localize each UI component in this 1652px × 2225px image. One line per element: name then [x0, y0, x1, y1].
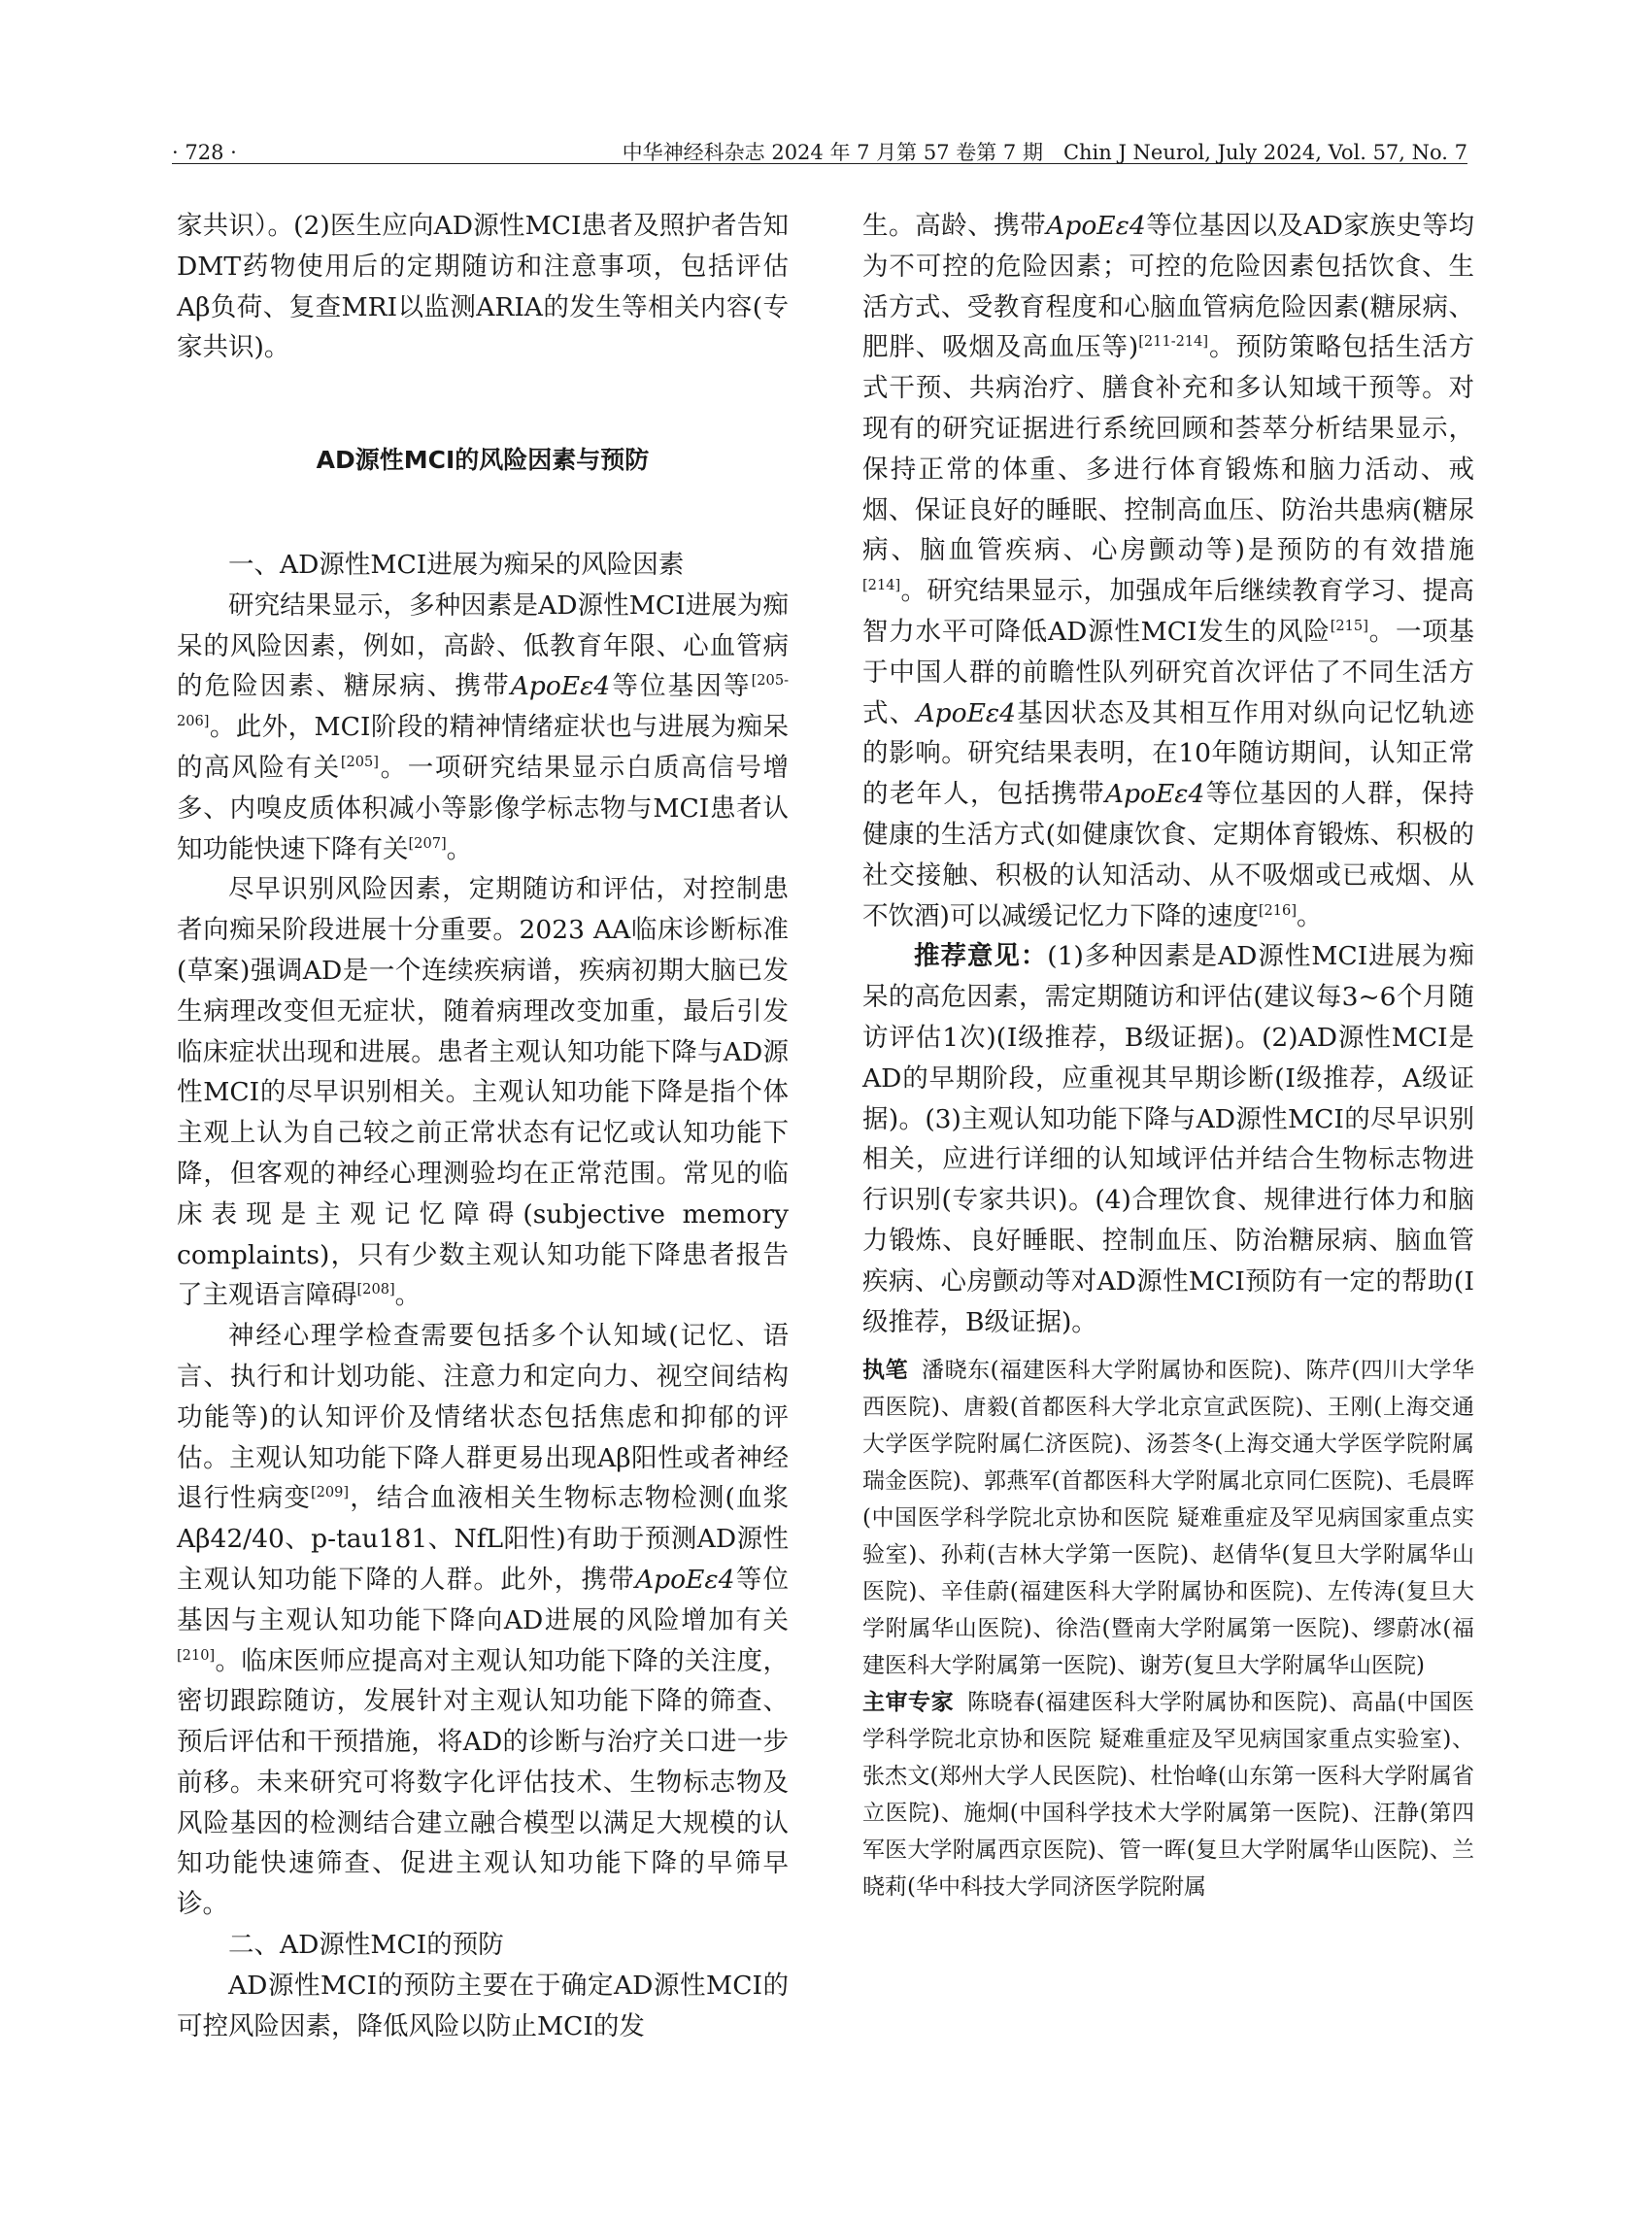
right-column — [862, 206, 1474, 1905]
citation-ref[interactable]: [205] — [340, 754, 379, 771]
reviewers-block: 主审专家 陈晓春(福建医科大学附属协和医院)、高晶(中国医学科学院北京协和医院 疑难重症及罕见病国家重点实验室)、张杰文(郑州大学人民医院)、杜怡峰(山东第一医科大学附属省立医院)、施炯(中国科学技术大学附属第一医院)、汪静(第四军医大学附属西京医院)、管一晖(复旦大学附属华山医院)、兰晓莉(华中科技大学同济医学院附属 — [862, 1690, 1475, 1901]
citation-ref[interactable]: [207] — [408, 834, 447, 852]
section-title: AD源性MCI的风险因素与预防 — [316, 446, 650, 475]
writers-label: 执笔 — [862, 1358, 909, 1384]
header-divider — [172, 163, 1467, 164]
subsection-heading-2: 二、AD源性MCI的预防 — [228, 1930, 504, 1961]
paragraph-risk-factors: 研究结果显示，多种因素是AD源性MCI进展为痴呆的风险因素，例如，高龄、低教育年限、心血管病的危险因素、糖尿病、携带ApoEε4等位基因等[205-206]。此外，MCI阶段的精神情绪症状也与进展为痴呆的高风险有关[205]。一项研究结果显示白质高信号增多、内嗅皮质体积减小等影像学标志物与MCI患者认知功能快速下降有关[207]。 — [177, 590, 790, 864]
author-credits — [862, 1352, 1474, 1905]
journal-citation: 中华神经科杂志 2024 年 7 月第 57 卷第 7 期 Chin J Neurol, July 2024, Vol. 57, No. 7 — [622, 141, 1467, 164]
citation-ref[interactable]: [205-206] — [177, 672, 790, 730]
citation-ref[interactable]: [216] — [1258, 901, 1298, 919]
citation-ref[interactable]: [214] — [862, 577, 901, 594]
paragraph-early-identification: 尽早识别风险因素，定期随访和评估，对控制患者向痴呆阶段进展十分重要。2023 AA临床诊断标准(草案)强调AD是一个连续疾病谱，疾病初期大脑已发生病理改变但无症状，随着病理改变加重，最后引发临床症状出现和进展。患者主观认知功能下降与AD源性MCI的尽早识别相关。主观认知功能下降是指个体主观上认为自己较之前正常状态有记忆或认知功能下降，但客观的神经心理测验均在正常范围。常见的临床表现是主观记忆障碍(subjective memory complaints)，只有少数主观认知功能下降患者报告了主观语言障碍[208]。 — [177, 874, 789, 1311]
paragraph-continuation: 家共识）。(2)医生应向AD源性MCI患者及照护者告知DMT药物使用后的定期随访和注意事项，包括评估Aβ负荷、复查MRI以监测ARIA的发生等相关内容(专家共识)。 — [177, 211, 789, 363]
paragraph-prevention-cont: 生。高龄、携带ApoEε4等位基因以及AD家族史等均为不可控的危险因素；可控的危险因素包括饮食、生活方式、受教育程度和心脑血管病危险因素(糖尿病、肥胖、吸烟及高血压等)[211-214]。预防策略包括生活方式干预、共病治疗、膳食补充和多认知域干预等。对现有的研究证据进行系统回顾和荟萃分析结果显示，保持正常的体重、多进行体育锻炼和脑力活动、戒烟、保证良好的睡眠、控制高血压、防治共患病(糖尿病、脑血管疾病、心房颤动等)是预防的有效措施[214]。研究结果显示，加强成年后继续教育学习、提高智力水平可降低AD源性MCI发生的风险[215]。一项基于中国人群的前瞻性队列研究首次评估了不同生活方式、ApoEε4基因状态及其相互作用对纵向记忆轨迹的影响。研究结果表明，在10年随访期间，认知正常的老年人，包括携带ApoEε4等位基因的人群，保持健康的生活方式(如健康饮食、定期体育锻炼、积极的社交接触、积极的认知活动、从不吸烟或已戒烟、从不饮酒)可以减缓记忆力下降的速度[216]。 — [862, 211, 1475, 931]
citation-ref[interactable]: [215] — [1330, 618, 1368, 635]
citation-ref[interactable]: [208] — [356, 1281, 395, 1298]
recommendation-label: 推荐意见： — [914, 941, 1048, 972]
left-column — [177, 206, 789, 2046]
writers-block: 执笔 潘晓东(福建医科大学附属协和医院)、陈芹(四川大学华西医院)、唐毅(首都医科大学北京宣武医院)、王刚(上海交通大学医学院附属仁济医院)、汤荟冬(上海交通大学医学院附属瑞金医院)、郭燕军(首都医科大学附属北京同仁医院)、毛晨晖(中国医学科学院北京协和医院 疑难重症及罕见病国家重点实验室)、孙莉(吉林大学第一医院)、赵倩华(复旦大学附属华山医院)、辛佳蔚(福建医科大学附属协和医院)、左传涛(复旦大学附属华山医院)、徐浩(暨南大学附属第一医院)、缪蔚冰(福建医科大学附属第一医院)、谢芳(复旦大学附属华山医院) — [862, 1358, 1475, 1679]
citation-ref[interactable]: [211-214] — [1138, 333, 1209, 351]
citation-ref[interactable]: [210] — [177, 1646, 216, 1664]
paragraph-neuropsych: 神经心理学检查需要包括多个认知域(记忆、语言、执行和计划功能、注意力和定向力、视空间结构功能等)的认知评价及情绪状态包括焦虑和抑郁的评估。主观认知功能下降人群更易出现Aβ阳性或者神经退行性病变[209]，结合血液相关生物标志物检测(血浆Aβ42/40、p-tau181、NfL阳性)有助于预测AD源性主观认知功能下降的人群。此外，携带ApoEε4等位基因与主观认知功能下降向AD进展的风险增加有关[210]。临床医师应提高对主观认知功能下降的关注度，密切跟踪随访，发展针对主观认知功能下降的筛查、预后评估和干预措施，将AD的诊断与治疗关口进一步前移。未来研究可将数字化评估技术、生物标志物及风险基因的检测结合建立融合模型以满足大规模的认知功能快速筛查、促进主观认知功能下降的早筛早诊。 — [177, 1321, 790, 1920]
subsection-heading-1: 一、AD源性MCI进展为痴呆的风险因素 — [228, 549, 685, 580]
citation-ref[interactable]: [209] — [310, 1484, 350, 1501]
reviewers-label: 主审专家 — [862, 1690, 955, 1716]
paragraph-prevention: AD源性MCI的预防主要在于确定AD源性MCI的可控风险因素，降低风险以防止MCI的发 — [177, 1970, 789, 2041]
recommendation-paragraph: 推荐意见：(1)多种因素是AD源性MCI进展为痴呆的高危因素，需定期随访和评估(建议每3~6个月随访评估1次)(Ⅰ级推荐，B级证据)。(2)AD源性MCI是AD的早期阶段，应重视其早期诊断(Ⅰ级推荐，A级证据)。(3)主观认知功能下降与AD源性MCI的尽早识别相关，应进行详细的认知域评估并结合生物标志物进行识别(专家共识)。(4)合理饮食、规律进行体力和脑力锻炼、良好睡眠、控制血压、防治糖尿病、脑血管疾病、心房颤动等对AD源性MCI预防有一定的帮助(Ⅰ级推荐，B级证据)。 — [862, 941, 1474, 1337]
page-number: · 728 · — [172, 141, 237, 164]
